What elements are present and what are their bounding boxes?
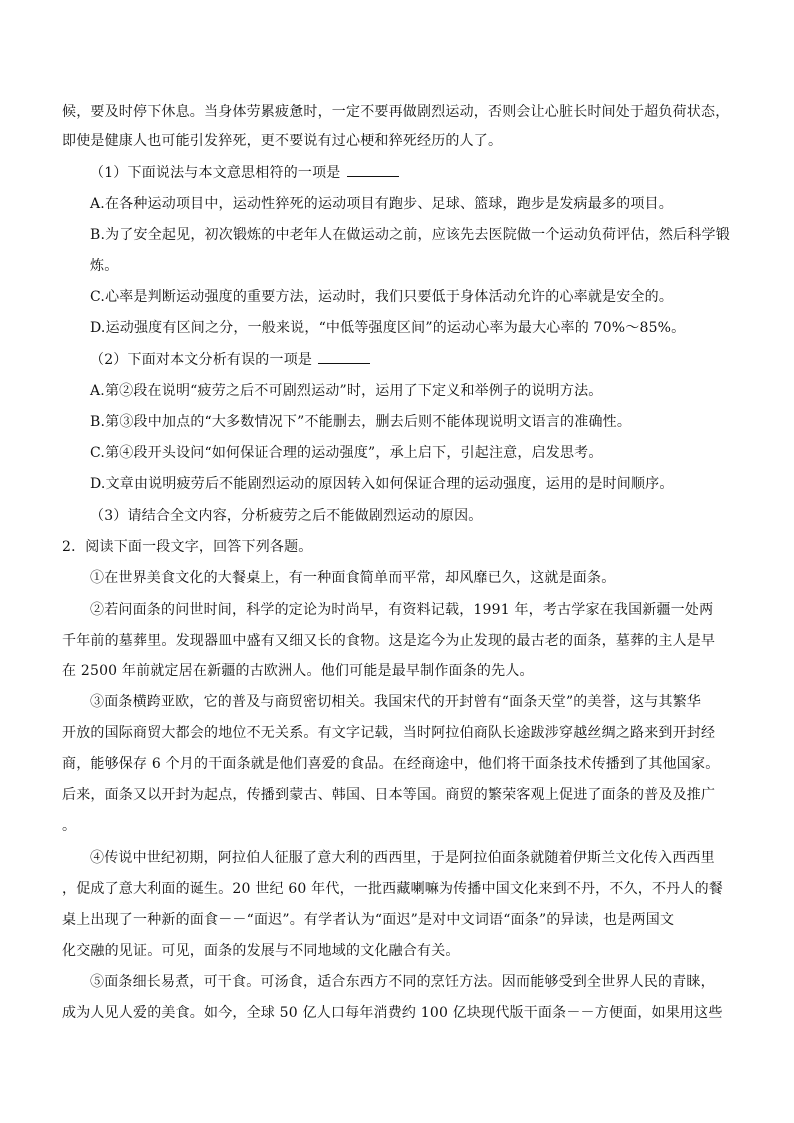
paragraph-4-line-2: ，促成了意大利面的诞生。20 世纪 60 年代，一批西藏喇嘛为传播中国文化来到不丹，不久，不丹人的餐 — [62, 881, 723, 897]
paragraph-2-line-3: 在 2500 年前就定居在新疆的古欧洲人。他们可能是最早制作面条的先人。 — [62, 663, 534, 679]
paragraph-3-line-2: 开放的国际商贸大都会的地位不无关系。有文字记载，当时阿拉伯商队长途跋涉穿越丝绸之路来到开封经 — [62, 725, 716, 741]
paragraph-2-line-1: ②若问面条的问世时间，科学的定论为时尚早，有资料记载，1991 年，考古学家在我国新疆一处两 — [90, 602, 714, 618]
paragraph-5-line-2: 成为人见人爱的美食。如今，全球 50 亿人口每年消费约 100 亿块现代版干面条－－方便面，如果用这些 — [62, 1005, 723, 1021]
q1-option-b-cont: 炼。 — [90, 258, 119, 274]
question-1-stem — [90, 163, 399, 183]
q1-option-c: C.心率是判断运动强度的重要方法，运动时，我们只要低于身体活动允许的心率就是安全的。 — [90, 289, 674, 305]
q1-option-a: A.在各种运动项目中，运动性猝死的运动项目有跑步、足球、篮球，跑步是发病最多的项目。 — [90, 196, 673, 212]
paragraph-3-line-3: 商，能够保存 6 个月的干面条就是他们喜爱的食品。在经商途中，他们将干面条技术传播到了其他国家。 — [62, 756, 720, 772]
q1-option-b: B.为了安全起见，初次锻炼的中老年人在做运动之前，应该先去医院做一个运动负荷评估，然后科学锻 — [90, 227, 730, 243]
question-3-stem: （3）请结合全文内容，分析疲劳之后不能做剧烈运动的原因。 — [90, 508, 483, 524]
paragraph-2-line-2: 千年前的墓葬里。发现器皿中盛有又细又长的食物。这是迄今为止发现的最古老的面条，墓葬的主人是早 — [62, 633, 716, 649]
paragraph-4-line-3: 桌上出现了一种新的面食－－“面迟”。有学者认为“面迟”是对中文词语“面条”的异读，也是两国文 — [62, 912, 675, 928]
q1-option-d: D.运动强度有区间之分，一般来说，“中低等强度区间”的运动心率为最大心率的 70%～85%。 — [90, 320, 686, 336]
paragraph-4-line-1: ④传说中世纪初期，阿拉伯人征服了意大利的西西里，于是阿拉伯面条就随着伊斯兰文化传入西西里 — [90, 850, 715, 866]
intro-line-2: 即使是健康人也可能引发猝死，更不要说有过心梗和猝死经历的人了。 — [62, 133, 503, 149]
intro-line-1: 候，要及时停下休息。当身体劳累疲惫时，一定不要再做剧烈运动，否则会让心脏长时间处于超负荷状态， — [62, 104, 730, 120]
paragraph-3-line-5: 。 — [62, 818, 77, 834]
section-2-heading: 2．阅读下面一段文字，回答下列各题。 — [62, 539, 313, 555]
q2-option-d: D.文章由说明疲劳后不能剧烈运动的原因转入如何保证合理的运动强度，运用的是时间顺序。 — [90, 476, 674, 492]
paragraph-4-line-4: 化交融的见证。可见，面条的发展与不同地域的文化融合有关。 — [62, 943, 460, 959]
answer-blank-1[interactable] — [347, 164, 399, 177]
question-2-stem — [90, 350, 370, 370]
paragraph-3-line-4: 后来，面条又以开封为起点，传播到蒙古、韩国、日本等国。商贸的繁荣客观上促进了面条的普及及推广 — [62, 787, 716, 803]
paragraph-5-line-1: ⑤面条细长易煮，可干食。可汤食，适合东西方不同的烹饪方法。因而能够受到全世界人民的青睐， — [90, 974, 715, 990]
paragraph-3-line-1: ③面条横跨亚欧，它的普及与商贸密切相关。我国宋代的开封曾有“面条天堂”的美誉，这与其繁华 — [90, 694, 702, 710]
q2-option-b: B.第③段中加点的“大多数情况下”不能删去，删去后则不能体现说明文语言的准确性。 — [90, 414, 632, 430]
q2-option-c: C.第④段开头设问“如何保证合理的运动强度”，承上启下，引起注意，启发思考。 — [90, 445, 603, 461]
question-1-stem-text: （1）下面说法与本文意思相符的一项是 — [90, 165, 341, 181]
question-2-stem-text: （2）下面对本文分析有误的一项是 — [90, 352, 313, 368]
paragraph-1: ①在世界美食文化的大餐桌上，有一种面食简单而平常，却风靡已久，这就是面条。 — [90, 570, 616, 586]
answer-blank-2[interactable] — [318, 351, 370, 364]
q2-option-a: A.第②段在说明“疲劳之后不可剧烈运动”时，运用了下定义和举例子的说明方法。 — [90, 383, 603, 399]
